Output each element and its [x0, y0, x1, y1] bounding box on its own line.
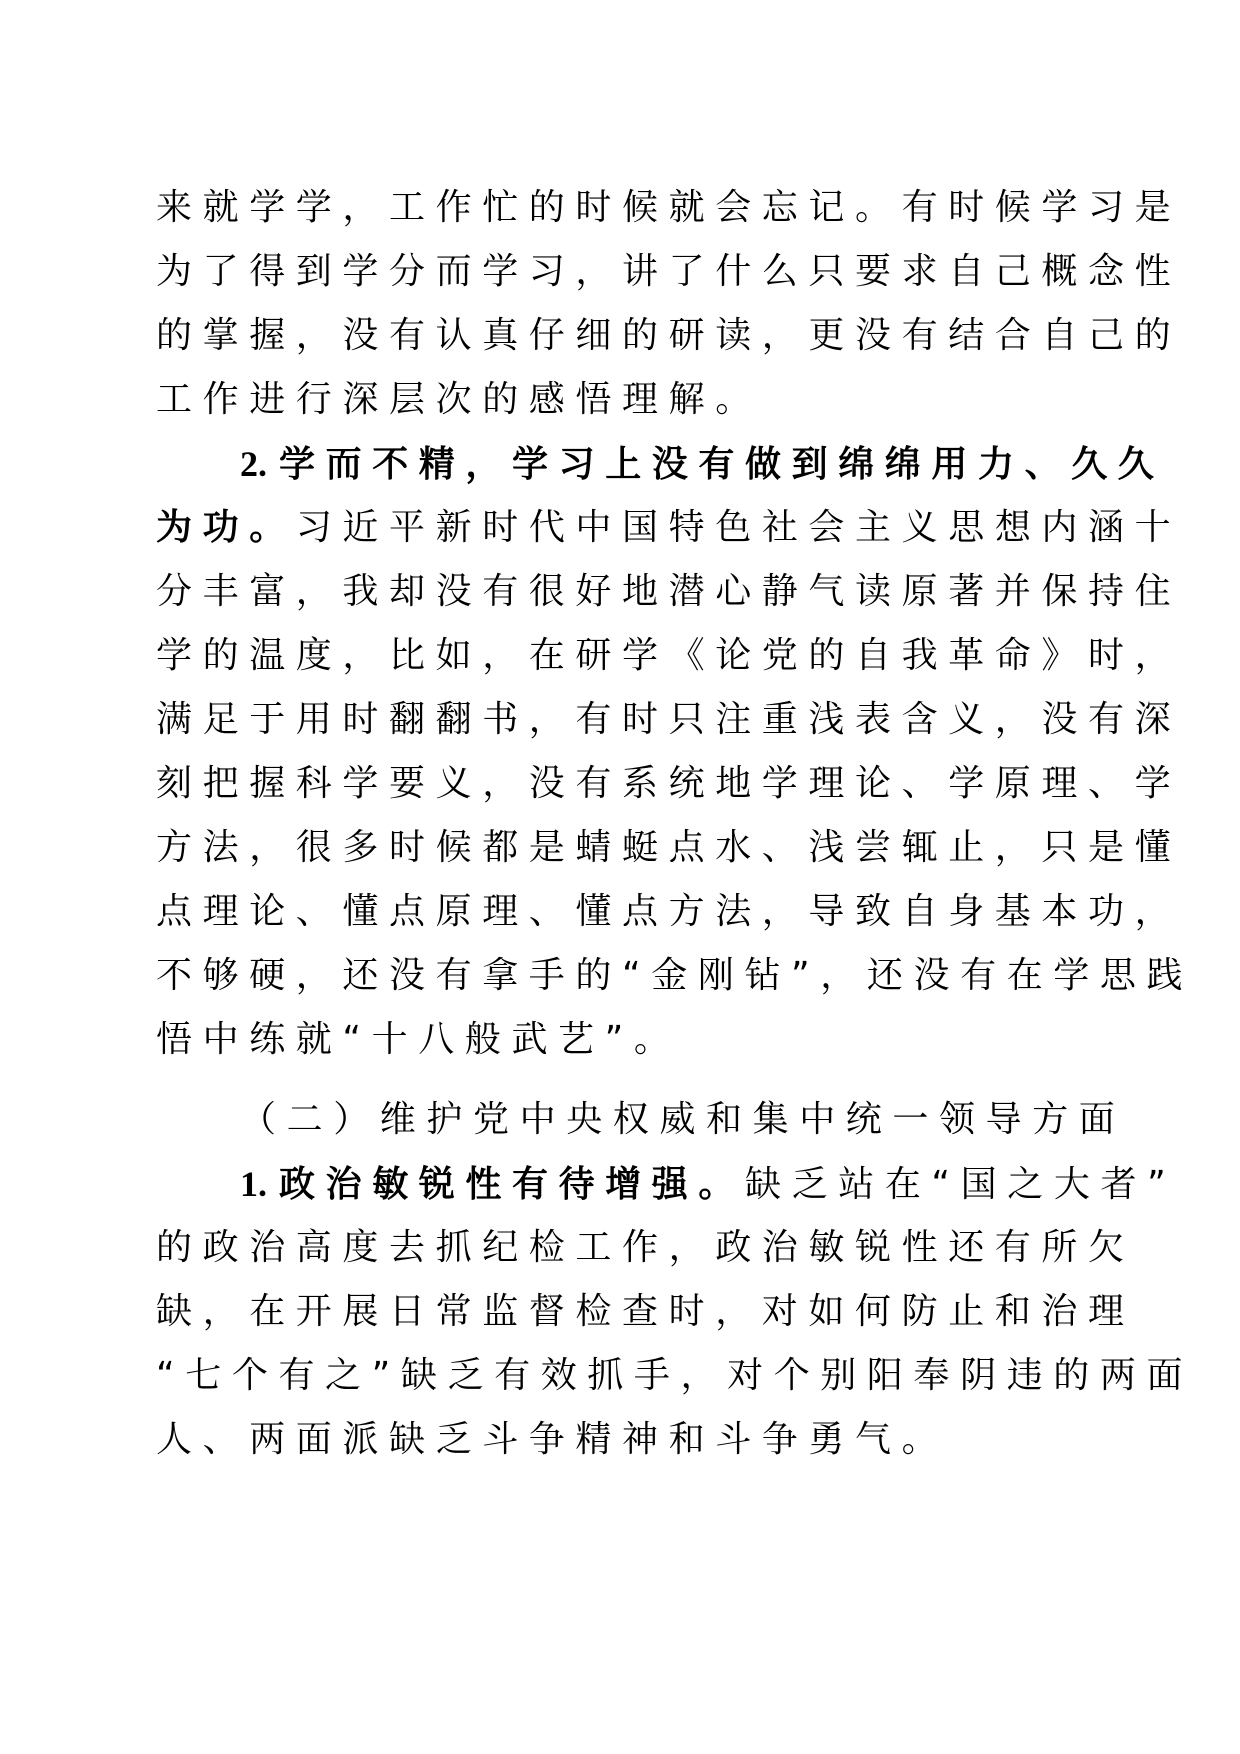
para2-line-4: 学的温度，比如，在研学《论党的自我革命》时，: [156, 635, 1182, 676]
para2-line-10: 悟中练就“十八般武艺”。: [156, 1019, 681, 1060]
para2-line-2: [156, 498, 1181, 558]
para3-number: 1.: [240, 1164, 267, 1204]
para2-line-3: 分丰富，我却没有很好地潜心静气读原著并保持住: [156, 571, 1182, 612]
para3-line-4: “七个有之”缺乏有效抓手，对个别阳奉阴违的两面: [156, 1355, 1194, 1396]
para1-line-1: 来就学学，工作忙的时候就会忘记。有时候学习是: [156, 187, 1182, 228]
para2-line-9: 不够硬，还没有拿手的“金刚钻”，还没有在学思践: [156, 955, 1194, 996]
para1-line-3: 的掌握，没有认真仔细的研读，更没有结合自己的: [156, 315, 1182, 356]
para2-line-8: 点理论、懂点原理、懂点方法，导致自身基本功，: [156, 891, 1182, 932]
para3-line-3: 缺，在开展日常监督检查时，对如何防止和治理: [156, 1291, 1135, 1332]
para2-line-7: 方法，很多时候都是蜻蜓点水、浅尝辄止，只是懂: [156, 827, 1182, 868]
para3-heading: 政治敏锐性有待增强。: [279, 1164, 746, 1205]
para2-line-6: 刻把握科学要义，没有系统地学理论、学原理、学: [156, 763, 1182, 804]
para1-line-4: 工作进行深层次的感悟理解。: [156, 379, 762, 420]
para2-line-2-text: 习近平新时代中国特色社会主义思想内涵十: [295, 507, 1182, 548]
para3-line-5: 人、两面派缺乏斗争精神和斗争勇气。: [156, 1419, 949, 1460]
para2-line-5: 满足于用时翻翻书，有时只注重浅表含义，没有深: [156, 699, 1182, 740]
para3-line-1-text: 缺乏站在“国之大者”: [745, 1164, 1177, 1205]
para3-heading-line: [240, 1154, 1176, 1214]
para2-heading-part2: 为功。: [156, 507, 296, 548]
section-heading: （二）维护党中央权威和集中统一领导方面: [240, 1099, 1126, 1140]
para2-heading-part1: 学而不精，学习上没有做到绵绵用力、久久: [279, 444, 1165, 485]
para1-line-2: 为了得到学分而学习，讲了什么只要求自己概念性: [156, 251, 1182, 292]
para2-heading-line: [240, 434, 1164, 494]
para2-number: 2.: [240, 444, 267, 484]
para3-line-2: 的政治高度去抓纪检工作，政治敏锐性还有所欠: [156, 1227, 1135, 1268]
